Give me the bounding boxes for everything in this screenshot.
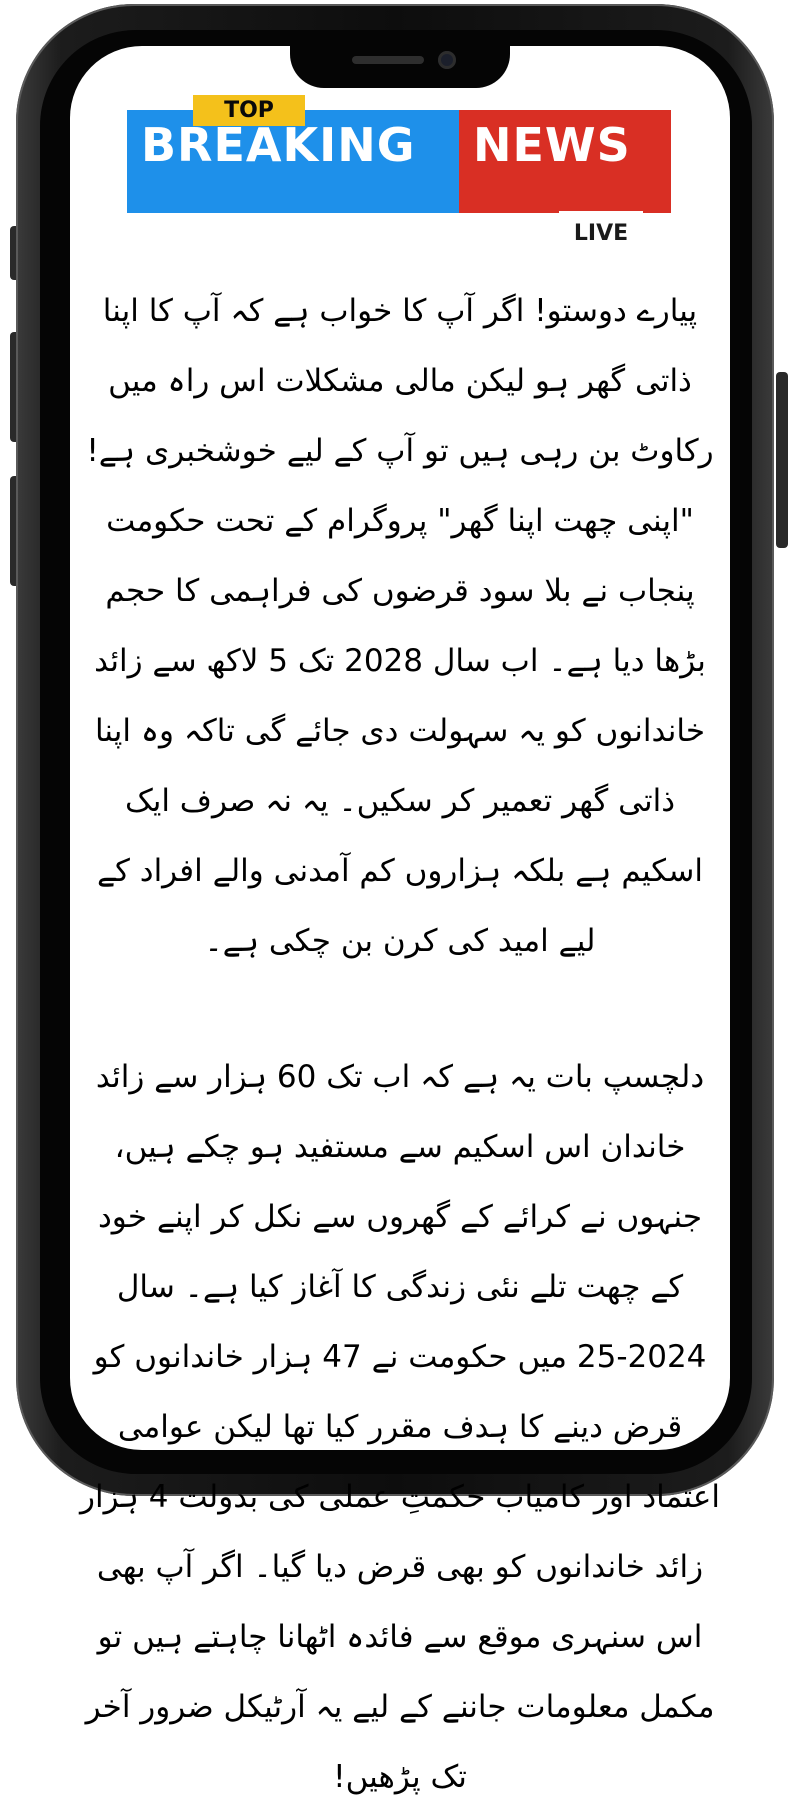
breaking-news-banner — [127, 95, 671, 260]
phone-screen — [70, 46, 730, 1795]
banner-breaking-label: BREAKING — [141, 118, 416, 172]
banner-top-label: TOP — [193, 95, 305, 126]
phone-notch — [290, 46, 510, 88]
speaker-grille — [352, 56, 424, 64]
front-camera-icon — [438, 51, 456, 69]
article-paragraph-2: دلچسپ بات یہ ہے کہ اب تک 60 ہزار سے زائد خاندان اس اسکیم سے مستفید ہو چکے ہیں، جنہوں نے کرائے کے گھروں سے نکل کر اپنے خود کے چھت تلے نئی زندگی کا آغاز کیا ہے۔ سال 2024-25 میں حکومت نے 47 ہزار خاندانوں کو قرض دینے کا ہدف مقرر کیا تھا لیکن عوامی اعتماد اور کامیاب حکمتِ عملی کی بدولت 4 ہزار زائد خاندانوں کو بھی قرض دیا گیا۔ اگر آپ بھی اس سنہری موقع سے فائدہ اٹھانا چاہتے ہیں تو مکمل معلومات جاننے کے لیے یہ آرٹیکل ضرور آخر تک پڑھیں! — [80, 1059, 720, 1795]
banner-news-label: NEWS — [473, 118, 631, 172]
article-body — [80, 276, 720, 1812]
power-button — [776, 372, 788, 548]
article-paragraph-1: پیارے دوستو! اگر آپ کا خواب ہے کہ آپ کا اپنا ذاتی گھر ہو لیکن مالی مشکلات اس راہ میں رکاوٹ بن رہی ہیں تو آپ کے لیے خوشخبری ہے! "اپنی چھت اپنا گھر" پروگرام کے تحت حکومت پنجاب نے بلا سود قرضوں کی فراہمی کا حجم بڑھا دیا ہے۔ اب سال 2028 تک 5 لاکھ سے زائد خاندانوں کو یہ سہولت دی جائے گی تاکہ وہ اپنا ذاتی گھر تعمیر کر سکیں۔ یہ نہ صرف ایک اسکیم ہے بلکہ ہزاروں کم آمدنی والے افراد کے لیے امید کی کرن بن چکی ہے۔ — [86, 293, 714, 959]
banner-live-label: LIVE — [559, 211, 643, 257]
